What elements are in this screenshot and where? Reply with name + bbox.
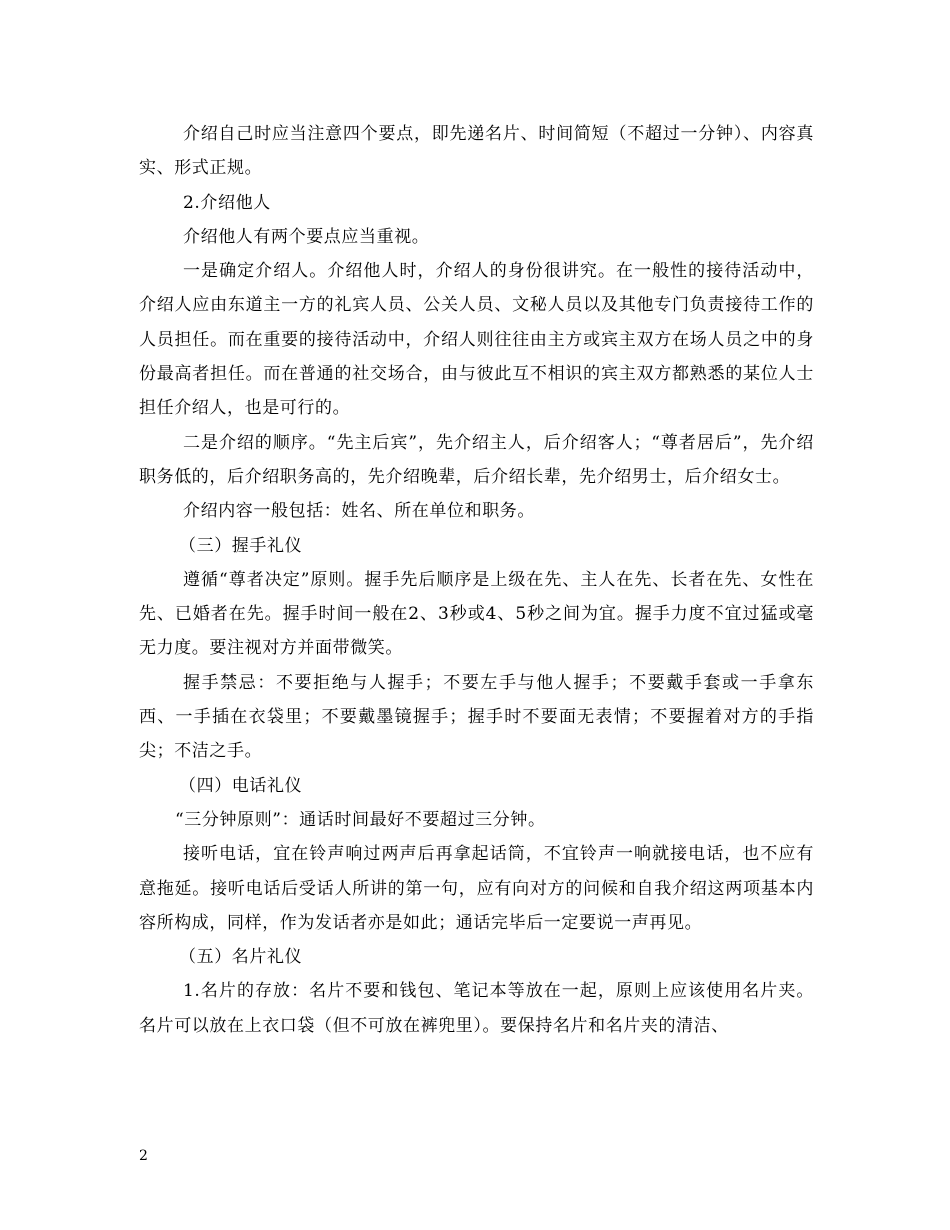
heading-business-card-etiquette: （五）名片礼仪: [179, 947, 303, 968]
paragraph-three-minute-rule: “三分钟原则”：通话时间最好不要超过三分钟。: [175, 809, 546, 830]
paragraph-introduction-order: 二是介绍的顺序。“先主后宾”，先介绍主人，后介绍客人；“尊者居后”，先介绍职务低的，后介绍职务高的，先介绍晚辈，后介绍长辈，先介绍男士，后介绍女士。: [139, 432, 814, 487]
subheading-introduce-others: 2.介绍他人: [183, 192, 271, 213]
paragraph-answering-phone: 接听电话，宜在铃声响过两声后再拿起话筒，不宜铃声一响就接电话，也不应有意拖延。接听电话后受话人所讲的第一句，应有向对方的问候和自我介绍这两项基本内容所构成，同样，作为发话者亦是如此；通话完毕后一定要说一声再见。: [139, 844, 814, 933]
paragraph-card-storage: 1.名片的存放：名片不要和钱包、笔记本等放在一起，原则上应该使用名片夹。名片可以放在上衣口袋（但不可放在裤兜里）。要保持名片和名片夹的清洁、: [139, 981, 814, 1036]
heading-phone-etiquette: （四）电话礼仪: [179, 775, 303, 796]
page-number: 2: [139, 1148, 148, 1164]
paragraph-two-points: 介绍他人有两个要点应当重视。: [183, 226, 430, 247]
paragraph-introducer: 一是确定介绍人。介绍他人时，介绍人的身份很讲究。在一般性的接待活动中，介绍人应由东道主一方的礼宾人员、公关人员、文秘人员以及其他专门负责接待工作的人员担任。而在重要的接待活动中，介绍人则往往由主方或宾主双方在场人员之中的身份最高者担任。而在普通的社交场合，由与彼此互不相识的宾主双方都熟悉的某位人士担任介绍人，也是可行的。: [139, 261, 814, 419]
paragraph-introduction-content: 介绍内容一般包括：姓名、所在单位和职务。: [183, 501, 535, 522]
paragraph-handshake-rules: 遵循“尊者决定”原则。握手先后顺序是上级在先、主人在先、长者在先、女性在先、已婚者在先。握手时间一般在2、3秒或4、5秒之间为宜。握手力度不宜过猛或毫无力度。要注视对方并面带微笑。: [139, 569, 814, 659]
paragraph-handshake-taboos: 握手禁忌：不要拒绝与人握手；不要左手与他人握手；不要戴手套或一手拿东西、一手插在衣袋里；不要戴墨镜握手；握手时不要面无表情；不要握着对方的手指尖；不洁之手。: [139, 672, 814, 762]
document-body: [139, 117, 814, 1043]
heading-handshake-etiquette: （三）握手礼仪: [179, 535, 303, 556]
paragraph-self-introduction: 介绍自己时应当注意四个要点，即先递名片、时间简短（不超过一分钟）、内容真实、形式正规。: [139, 124, 814, 179]
